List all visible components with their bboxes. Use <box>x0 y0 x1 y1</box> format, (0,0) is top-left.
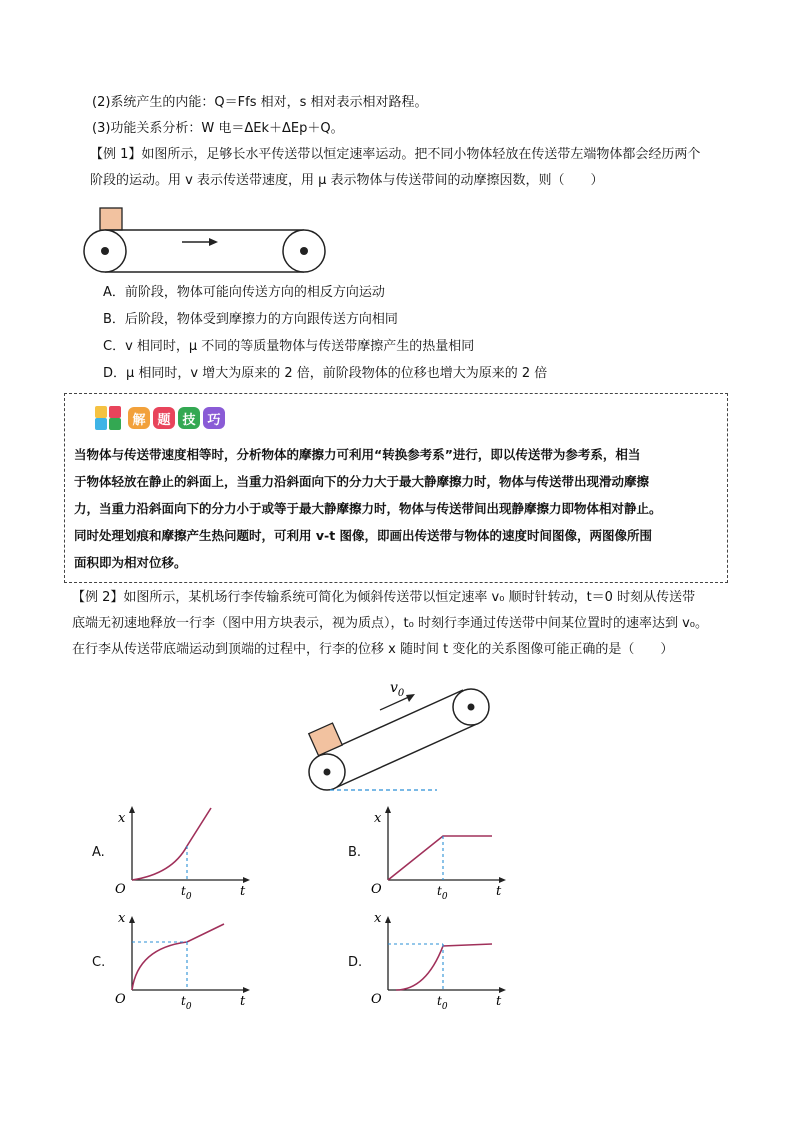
graph-c-x-label: x <box>118 911 126 926</box>
graph-d-t-label: t <box>496 994 502 1009</box>
graph-d-t0-label: $t_0$ <box>437 994 448 1012</box>
luggage-block <box>309 723 343 756</box>
tips-line-2: 于物体轻放在静止的斜面上，当重力沿斜面向下的分力大于最大静摩擦力时，物体与传送带出现滑动摩擦 <box>74 474 650 489</box>
graph-b-origin: O <box>371 882 382 897</box>
graph-c <box>112 908 262 1013</box>
example2-line3: 在行李从传送带底端运动到顶端的过程中，行李的位移 x 随时间 t 变化的关系图像可能正确的是（ ） <box>72 642 674 657</box>
graph-a-origin: O <box>115 882 126 897</box>
example1-line2: 阶段的运动。用 v 表示传送带速度，用 μ 表示物体与传送带间的动摩擦因数，则（ ） <box>90 173 604 188</box>
graph-d-x-label: x <box>374 911 382 926</box>
graph-a-t0-label: $t_0$ <box>181 884 192 902</box>
tip-char-3: 技 <box>178 407 200 429</box>
option-b: B．后阶段，物体受到摩擦力的方向跟传送方向相同 <box>103 312 398 327</box>
tip-char-2: 题 <box>153 407 175 429</box>
tips-header <box>94 405 228 431</box>
graph-a-x-label: x <box>118 811 126 826</box>
option-a: A．前阶段，物体可能向传送方向的相反方向运动 <box>103 285 385 300</box>
graph-d-origin: O <box>371 992 382 1007</box>
option-d: D．μ 相同时，v 增大为原来的 2 倍，前阶段物体的位移也增大为原来的 2 倍 <box>103 366 548 381</box>
graph-b-x-label: x <box>374 811 382 826</box>
graph-c-t0-label: $t_0$ <box>181 994 192 1012</box>
graph-label-c: C. <box>92 955 106 970</box>
inclined-conveyor-figure <box>300 672 500 797</box>
graph-label-a: A. <box>92 845 105 860</box>
block-on-belt <box>100 208 122 230</box>
graph-d-curve <box>396 944 492 990</box>
example2-line2: 底端无初速地释放一行李（图中用方块表示，视为质点），t₀ 时刻行李通过传送带中间某位置时的速率达到 v₀。 <box>72 616 708 631</box>
text-line-energy-relation: (3)功能关系分析：W 电＝ΔEk＋ΔEp＋Q。 <box>92 121 344 136</box>
v0-label: $v_0$ <box>390 680 405 699</box>
graph-a-t-label: t <box>240 884 246 899</box>
tip-char-4: 巧 <box>203 407 225 429</box>
graph-b-curve <box>388 836 492 880</box>
graph-label-b: B. <box>348 845 362 860</box>
text-line-internal-energy: (2)系统产生的内能：Q＝Ffs 相对，s 相对表示相对路程。 <box>92 95 428 110</box>
graph-b <box>368 798 518 903</box>
graph-b-t0-label: $t_0$ <box>437 884 448 902</box>
puzzle-icon <box>94 405 124 431</box>
v0-arrow <box>380 696 411 710</box>
tips-line-3: 力，当重力沿斜面向下的分力小于或等于最大静摩擦力时，物体与传送带间出现静摩擦力即物体相对静止。 <box>74 501 662 516</box>
graph-c-curve <box>132 924 224 990</box>
graph-d <box>368 908 518 1013</box>
graph-c-t-label: t <box>240 994 246 1009</box>
graph-c-origin: O <box>115 992 126 1007</box>
tip-char-1: 解 <box>128 407 150 429</box>
graph-label-d: D. <box>348 955 363 970</box>
tips-line-5: 面积即为相对位移。 <box>74 555 187 570</box>
tips-line-4: 同时处理划痕和摩擦产生热问题时，可利用 v-t 图像，即画出传送带与物体的速度时间图像，两图像所围 <box>74 528 653 543</box>
graph-b-t-label: t <box>496 884 502 899</box>
graph-a <box>112 798 262 903</box>
horizontal-conveyor-figure <box>80 205 330 275</box>
option-c: C．v 相同时，μ 不同的等质量物体与传送带摩擦产生的热量相同 <box>103 339 475 354</box>
tips-line-1: 当物体与传送带速度相等时，分析物体的摩擦力可利用“转换参考系”进行，即以传送带为参考系，相当 <box>74 447 641 462</box>
graph-a-curve <box>132 808 211 880</box>
example2-line1: 【例 2】如图所示，某机场行李传输系统可简化为倾斜传送带以恒定速率 v₀ 顺时针转动，t＝0 时刻从传送带 <box>72 590 696 605</box>
example1-line1: 【例 1】如图所示，足够长水平传送带以恒定速率运动。把不同小物体轻放在传送带左端物体都会经历两个 <box>90 147 701 162</box>
